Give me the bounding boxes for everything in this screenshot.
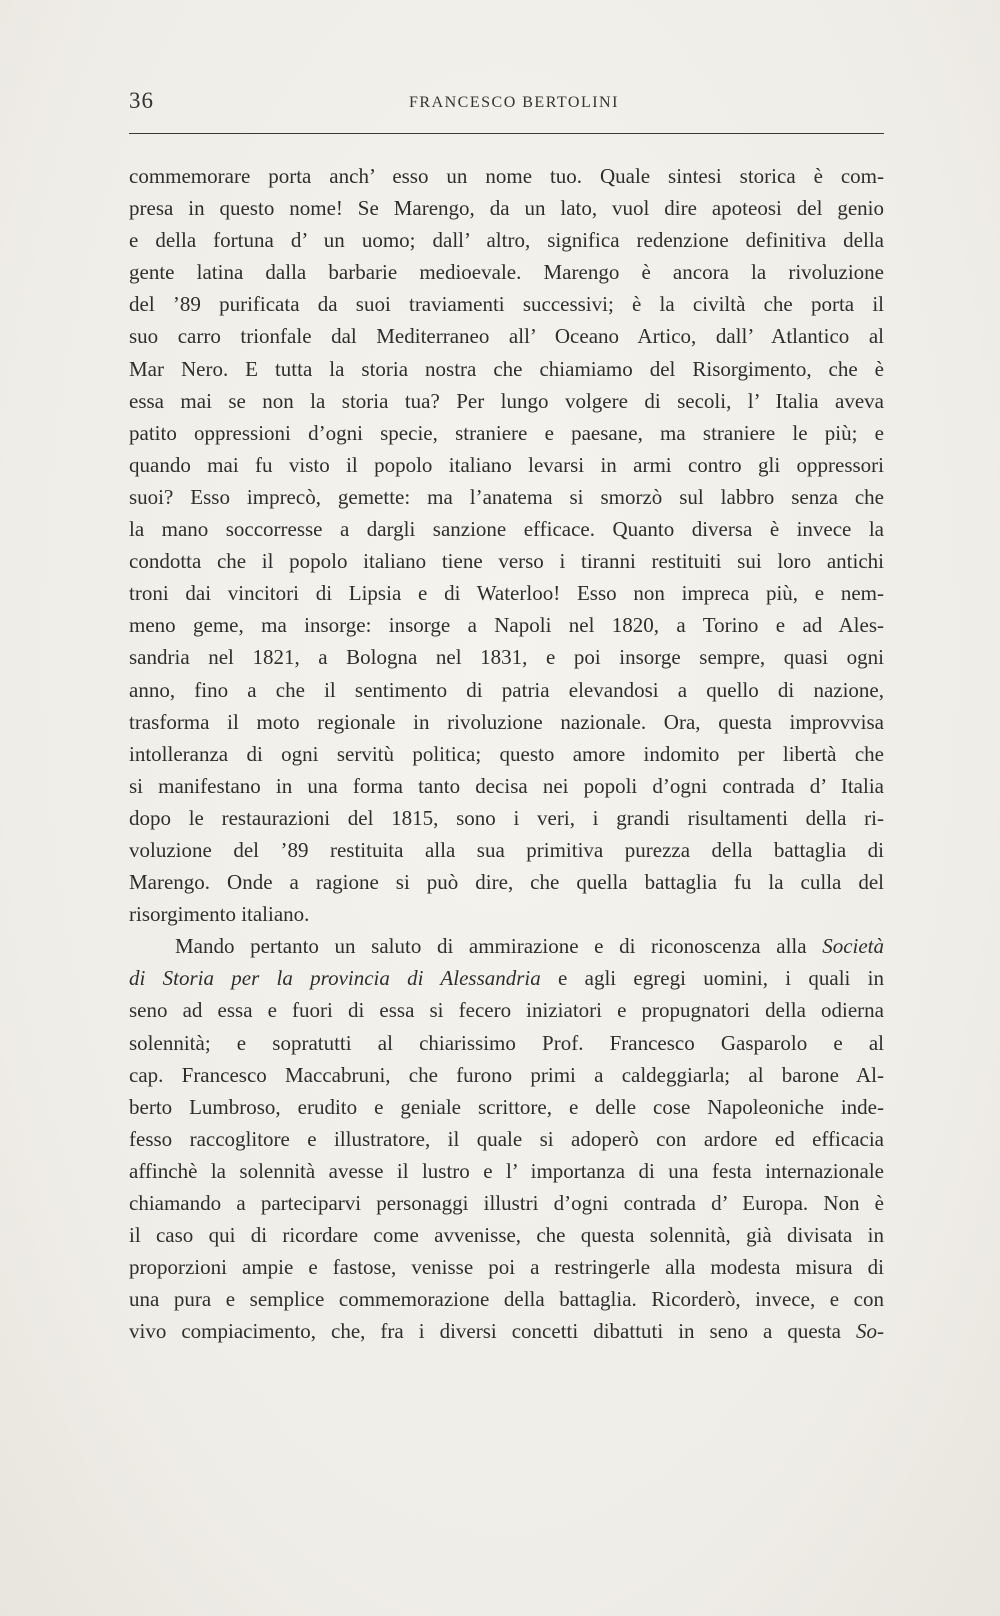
text-line: seno ad essa e fuori di essa si fecero iniziatori e propugnatori della odierna — [129, 998, 884, 1023]
paragraph-2-middle — [129, 994, 884, 1315]
text-line: e della fortuna d’ un uomo; dall’ altro, significa redenzione definitiva della — [129, 228, 884, 253]
text-line: essa mai se non la storia tua? Per lungo volgere di secoli, l’ Italia aveva — [129, 388, 884, 413]
text-line: una pura e semplice commemorazione della battaglia. Ricorderò, invece, e con — [129, 1287, 884, 1312]
paragraph-2 — [129, 930, 884, 1347]
text-line: anno, fino a che il sentimento di patria elevandosi a quello di nazione, — [129, 677, 884, 702]
header-rule — [129, 133, 884, 134]
text-line: solennità; e sopratutti al chiarissimo Prof. Francesco Gasparolo e al — [129, 1030, 884, 1055]
text-line: risorgimento italiano. — [129, 902, 310, 927]
text-line: berto Lumbroso, erudito e geniale scrittore, e delle cose Napoleoniche inde- — [129, 1094, 884, 1119]
text-line: il caso qui di ricordare come avvenisse, che questa solennità, già divisata in — [129, 1223, 884, 1248]
italic-society-title: Società — [822, 934, 884, 959]
page-number: 36 — [129, 88, 154, 113]
running-title: FRANCESCO BERTOLINI — [409, 94, 619, 111]
text-line: trasforma il moto regionale in rivoluzione nazionale. Ora, questa improvvisa — [129, 709, 884, 734]
text-line: cap. Francesco Maccabruni, che furono primi a caldeggiarla; al barone Al- — [129, 1062, 884, 1087]
body-text — [129, 160, 884, 1347]
text-line: Marengo. Onde a ragione si può dire, che quella battaglia fu la culla del — [129, 870, 884, 895]
text-line: suo carro trionfale dal Mediterraneo all’ Oceano Artico, dall’ Atlantico al — [129, 324, 884, 349]
text-line: quando mai fu visto il popolo italiano levarsi in armi contro gli oppressori — [129, 452, 884, 477]
italic-continuation: So- — [856, 1319, 884, 1344]
italic-society-name: di Storia per la provincia di Alessandria — [129, 966, 541, 991]
text-line: fesso raccoglitore e illustratore, il quale si adoperò con ardore ed efficacia — [129, 1126, 884, 1151]
text-line: voluzione del ’89 restituita alla sua primitiva purezza della battaglia di — [129, 837, 884, 862]
text-line: Mar Nero. E tutta la storia nostra che chiamiamo del Risorgimento, che è — [129, 356, 884, 381]
text-line: intolleranza di ogni servitù politica; questo amore indomito per libertà che — [129, 741, 884, 766]
text-line: gente latina dalla barbarie medioevale. Marengo è ancora la rivoluzione — [129, 260, 884, 285]
text-line: chiamando a parteciparvi personaggi illustri d’ogni contrada d’ Europa. Non è — [129, 1191, 884, 1215]
text-line: troni dai vincitori di Lipsia e di Waterloo! Esso non impreca più, e nem- — [129, 581, 884, 606]
text-line: Mando pertanto un saluto di ammirazione e di riconoscenza alla Società — [175, 934, 884, 959]
text-line: sandria nel 1821, a Bologna nel 1831, e poi insorge sempre, quasi ogni — [129, 645, 884, 670]
page-header — [129, 88, 884, 118]
text-line: si manifestano in una forma tanto decisa nei popoli d’ogni contrada d’ Italia — [129, 773, 884, 798]
text-line: la mano soccorresse a dargli sanzione efficace. Quanto diversa è invece la — [129, 517, 884, 542]
text-line: vivo compiacimento, che, fra i diversi concetti dibattuti in seno a questa So- — [129, 1319, 884, 1344]
text-line: del ’89 purificata da suoi traviamenti successivi; è la civiltà che porta il — [129, 292, 884, 317]
text-line: proporzioni ampie e fastose, venisse poi a restringerle alla modesta misura di — [129, 1255, 884, 1280]
text-line: commemorare porta anch’ esso un nome tuo. Quale sintesi storica è com- — [129, 164, 884, 188]
paragraph-1 — [129, 160, 884, 930]
text-line: di Storia per la provincia di Alessandria e agli egregi uomini, i quali in — [129, 966, 884, 991]
text-line: affinchè la solennità avesse il lustro e l’ importanza di una festa internazionale — [129, 1158, 884, 1183]
text-line: patito oppressioni d’ogni specie, straniere e paesane, ma straniere le più; e — [129, 420, 884, 445]
text-line: presa in questo nome! Se Marengo, da un lato, vuol dire apoteosi del genio — [129, 196, 884, 221]
text-line: condotta che il popolo italiano tiene verso i tiranni restituiti sui loro antichi — [129, 549, 884, 574]
text-line: dopo le restaurazioni del 1815, sono i veri, i grandi risultamenti della ri- — [129, 805, 884, 830]
text-line: meno geme, ma insorge: insorge a Napoli nel 1820, a Torino e ad Ales- — [129, 613, 884, 638]
text-line: suoi? Esso imprecò, gemette: ma l’anatema si smorzò sul labbro senza che — [129, 484, 884, 509]
